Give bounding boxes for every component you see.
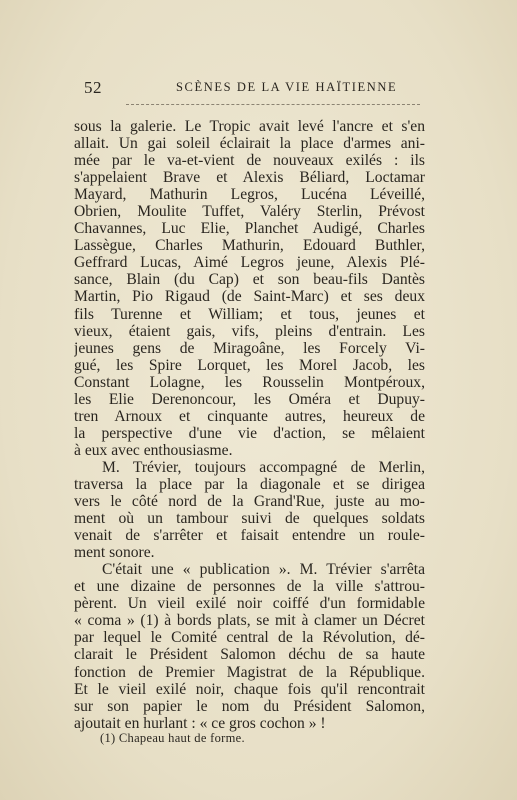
text-line: Obrien, Moulite Tuffet, Valéry Sterlin, Prévost [74,203,425,221]
text-line: mée par le va-et-vient de nouveaux exilés : ils [74,152,425,170]
text-line: Chavannes, Luc Elie, Planchet Audigé, Charles [74,220,425,238]
text-line: Constant Lolagne, les Rousselin Montpéroux, [74,373,425,391]
page-header [84,78,429,98]
text-line: Geffrard Lucas, Aimé Legros jeune, Alexis Plé- [74,254,425,272]
text-line: sance, Blain (du Cap) et son beau-fils Dantès [74,271,425,289]
page-number: 52 [84,78,102,97]
text-line: à eux avec enthousiasme. [74,441,233,459]
text-line: « coma » (1) à bords plats, se mit à clamer un Décret [74,612,425,630]
text-line: vers le côté nord de la Grand'Rue, juste au mo- [74,493,425,511]
text-line: fonction de Premier Magistrat de la République. [74,663,425,681]
text-line: vieux, étaient gais, vifs, pleins d'entrain. Les [74,322,425,340]
text-line: traversa la place par la diagonale et se dirigea [74,475,425,493]
text-line: la perspective d'une vie d'action, se mêlaient [74,424,425,442]
text-line: Lassègue, Charles Mathurin, Edouard Buthler, [74,237,425,255]
text-line: tren Arnoux et cinquante autres, heureux de [74,407,425,425]
text-line: pèrent. Un vieil exilé noir coiffé d'un formidable [74,595,425,613]
text-line: ajoutait en hurlant : « ce gros cochon » ! [74,714,326,732]
text-line: s'appelaient Brave et Alexis Béliard, Loctamar [74,169,425,187]
text-line: et une dizaine de personnes de la ville s'attrou- [74,578,425,596]
text-line: fils Turenne et William; et tous, jeunes et [74,305,425,323]
text-line: jeunes gens de Miragoâne, les Forcely Vi- [74,339,425,357]
text-line: les Elie Derenoncour, les Oméra et Dupuy- [74,390,425,408]
text-line: venait de s'arrêter et faisait entendre un roule- [74,527,425,545]
text-line: M. Trévier, toujours accompagné de Merlin, [102,458,425,476]
text-line: ment sonore. [74,544,155,562]
text-line: allait. Un gai soleil éclairait la place d'armes ani- [74,135,425,153]
text-line: C'était une « publication ». M. Trévier s'arrêta [102,561,425,579]
header-rule [126,104,420,105]
text-line: ment où un tambour suivi de quelques soldats [74,510,425,528]
text-line: clarait le Président Salomon déchu de sa haute [74,646,425,664]
text-line: Et le vieil exilé noir, chaque fois qu'il rencontrait [74,680,425,698]
footnote: (1) Chapeau haut de forme. [100,731,245,745]
text-line: sous la galerie. Le Tropic avait levé l'ancre et s'en [74,118,425,135]
running-head: SCÈNES DE LA VIE HAÏTIENNE [176,80,398,94]
body-text [74,118,425,732]
text-line: Mayard, Mathurin Legros, Lucéna Léveillé, [74,186,425,204]
text-line: gué, les Spire Lorquet, les Morel Jacob, les [74,356,425,374]
text-line: sur son papier le nom du Président Salomon, [74,697,425,715]
text-line: Martin, Pio Rigaud (de Saint-Marc) et ses deux [74,288,425,306]
text-line: par lequel le Comité central de la Révolution, dé- [74,629,425,647]
